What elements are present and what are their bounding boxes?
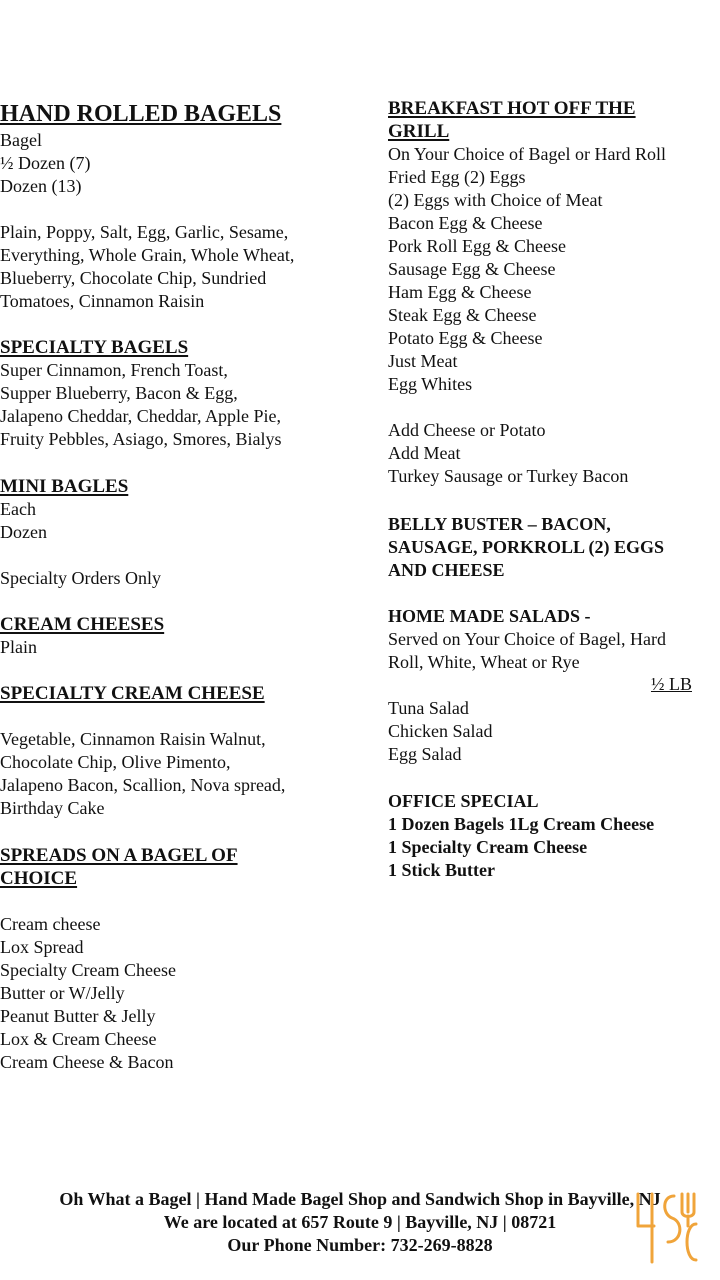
menu-item: Cream Cheese & Bacon xyxy=(0,1052,174,1072)
menu-item: Chicken Salad xyxy=(388,721,493,741)
menu-item: Fried Egg (2) Eggs xyxy=(388,167,526,187)
section-title: SPECIALTY CREAM CHEESE xyxy=(0,683,265,704)
menu-item: Dozen (13) xyxy=(0,176,82,196)
menu-addon: Turkey Sausage or Turkey Bacon xyxy=(388,466,629,486)
section-cream-cheeses xyxy=(0,613,370,659)
menu-item: Plain xyxy=(0,637,38,657)
menu-line: Jalapeno Bacon, Scallion, Nova spread, xyxy=(0,775,286,795)
menu-line: Super Cinnamon, French Toast, xyxy=(0,360,228,380)
section-title: SPECIALTY BAGELS xyxy=(0,337,189,358)
footer-address: We are located at 657 Route 9 | Bayville, NJ | 08721 xyxy=(163,1212,557,1232)
menu-item: (2) Eggs with Choice of Meat xyxy=(388,190,603,210)
menu-item: Each xyxy=(0,499,36,519)
menu-item: Dozen xyxy=(0,522,47,542)
menu-line: Supper Blueberry, Bacon & Egg, xyxy=(0,383,238,403)
menu-addon: Add Meat xyxy=(388,443,461,463)
section-mini-bagles xyxy=(0,475,370,590)
menu-line: Roll, White, Wheat or Rye xyxy=(388,652,580,672)
menu-item: Lox Spread xyxy=(0,937,84,957)
section-hand-rolled-bagels xyxy=(0,100,370,313)
section-title: CHOICE xyxy=(0,868,78,889)
menu-line: 1 Specialty Cream Cheese xyxy=(388,837,588,857)
section-title: HAND ROLLED BAGELS xyxy=(0,101,282,127)
menu-item: Specialty Cream Cheese xyxy=(0,960,176,980)
menu-line: Chocolate Chip, Olive Pimento, xyxy=(0,752,231,772)
menu-line: 1 Dozen Bagels 1Lg Cream Cheese xyxy=(388,814,655,834)
menu-item: Egg Whites xyxy=(388,374,473,394)
menu-item: Butter or W/Jelly xyxy=(0,983,125,1003)
menu-line: SAUSAGE, PORKROLL (2) EGGS xyxy=(388,537,665,557)
section-office-special xyxy=(388,790,720,882)
menu-item: Steak Egg & Cheese xyxy=(388,305,537,325)
menu-item: Bacon Egg & Cheese xyxy=(388,213,543,233)
menu-note: Specialty Orders Only xyxy=(0,568,161,588)
flavor-line: Blueberry, Chocolate Chip, Sundried xyxy=(0,268,267,288)
menu-line: Served on Your Choice of Bagel, Hard xyxy=(388,629,666,649)
menu-line: Vegetable, Cinnamon Raisin Walnut, xyxy=(0,729,266,749)
menu-line: Fruity Pebbles, Asiago, Smores, Bialys xyxy=(0,429,282,449)
section-breakfast xyxy=(388,97,720,488)
section-title: GRILL xyxy=(388,121,450,142)
menu-item: Potato Egg & Cheese xyxy=(388,328,543,348)
flavor-line: Everything, Whole Grain, Whole Wheat, xyxy=(0,245,295,265)
menu-item: Just Meat xyxy=(388,351,458,371)
menu-item: On Your Choice of Bagel or Hard Roll xyxy=(388,144,666,164)
flavor-line: Plain, Poppy, Salt, Egg, Garlic, Sesame, xyxy=(0,222,289,242)
menu-item: Peanut Butter & Jelly xyxy=(0,1006,156,1026)
section-title: SPREADS ON A BAGEL OF xyxy=(0,845,238,866)
section-belly-buster xyxy=(388,513,720,582)
menu-line: Birthday Cake xyxy=(0,798,105,818)
restaurant-logo-icon xyxy=(632,1186,702,1270)
menu-item: Sausage Egg & Cheese xyxy=(388,259,556,279)
menu-line: Jalapeno Cheddar, Cheddar, Apple Pie, xyxy=(0,406,281,426)
price-unit: ½ LB xyxy=(650,674,692,694)
footer-phone: Our Phone Number: 732-269-8828 xyxy=(227,1235,493,1255)
menu-item: Lox & Cream Cheese xyxy=(0,1029,157,1049)
section-title: OFFICE SPECIAL xyxy=(388,791,539,811)
section-specialty-cream-cheese xyxy=(0,682,370,820)
section-title: MINI BAGLES xyxy=(0,476,129,497)
menu-item: Pork Roll Egg & Cheese xyxy=(388,236,566,256)
menu-line: AND CHEESE xyxy=(388,560,505,580)
section-title: HOME MADE SALADS - xyxy=(388,606,591,626)
menu-line: BELLY BUSTER – BACON, xyxy=(388,514,611,534)
flavor-line: Tomatoes, Cinnamon Raisin xyxy=(0,291,205,311)
menu-addon: Add Cheese or Potato xyxy=(388,420,546,440)
menu-item: Tuna Salad xyxy=(388,698,469,718)
menu-item: Ham Egg & Cheese xyxy=(388,282,532,302)
menu-item: ½ Dozen (7) xyxy=(0,153,91,173)
section-title: CREAM CHEESES xyxy=(0,614,165,635)
menu-line: 1 Stick Butter xyxy=(388,860,495,880)
footer-business-line: Oh What a Bagel | Hand Made Bagel Shop and Sandwich Shop in Bayville, NJ xyxy=(59,1189,661,1209)
section-home-made-salads xyxy=(388,605,720,766)
section-spreads xyxy=(0,844,370,1074)
menu-item: Egg Salad xyxy=(388,744,462,764)
menu-item: Bagel xyxy=(0,130,42,150)
section-specialty-bagels xyxy=(0,336,370,451)
menu-item: Cream cheese xyxy=(0,914,101,934)
footer xyxy=(0,1188,720,1257)
section-title: BREAKFAST HOT OFF THE xyxy=(388,98,636,119)
